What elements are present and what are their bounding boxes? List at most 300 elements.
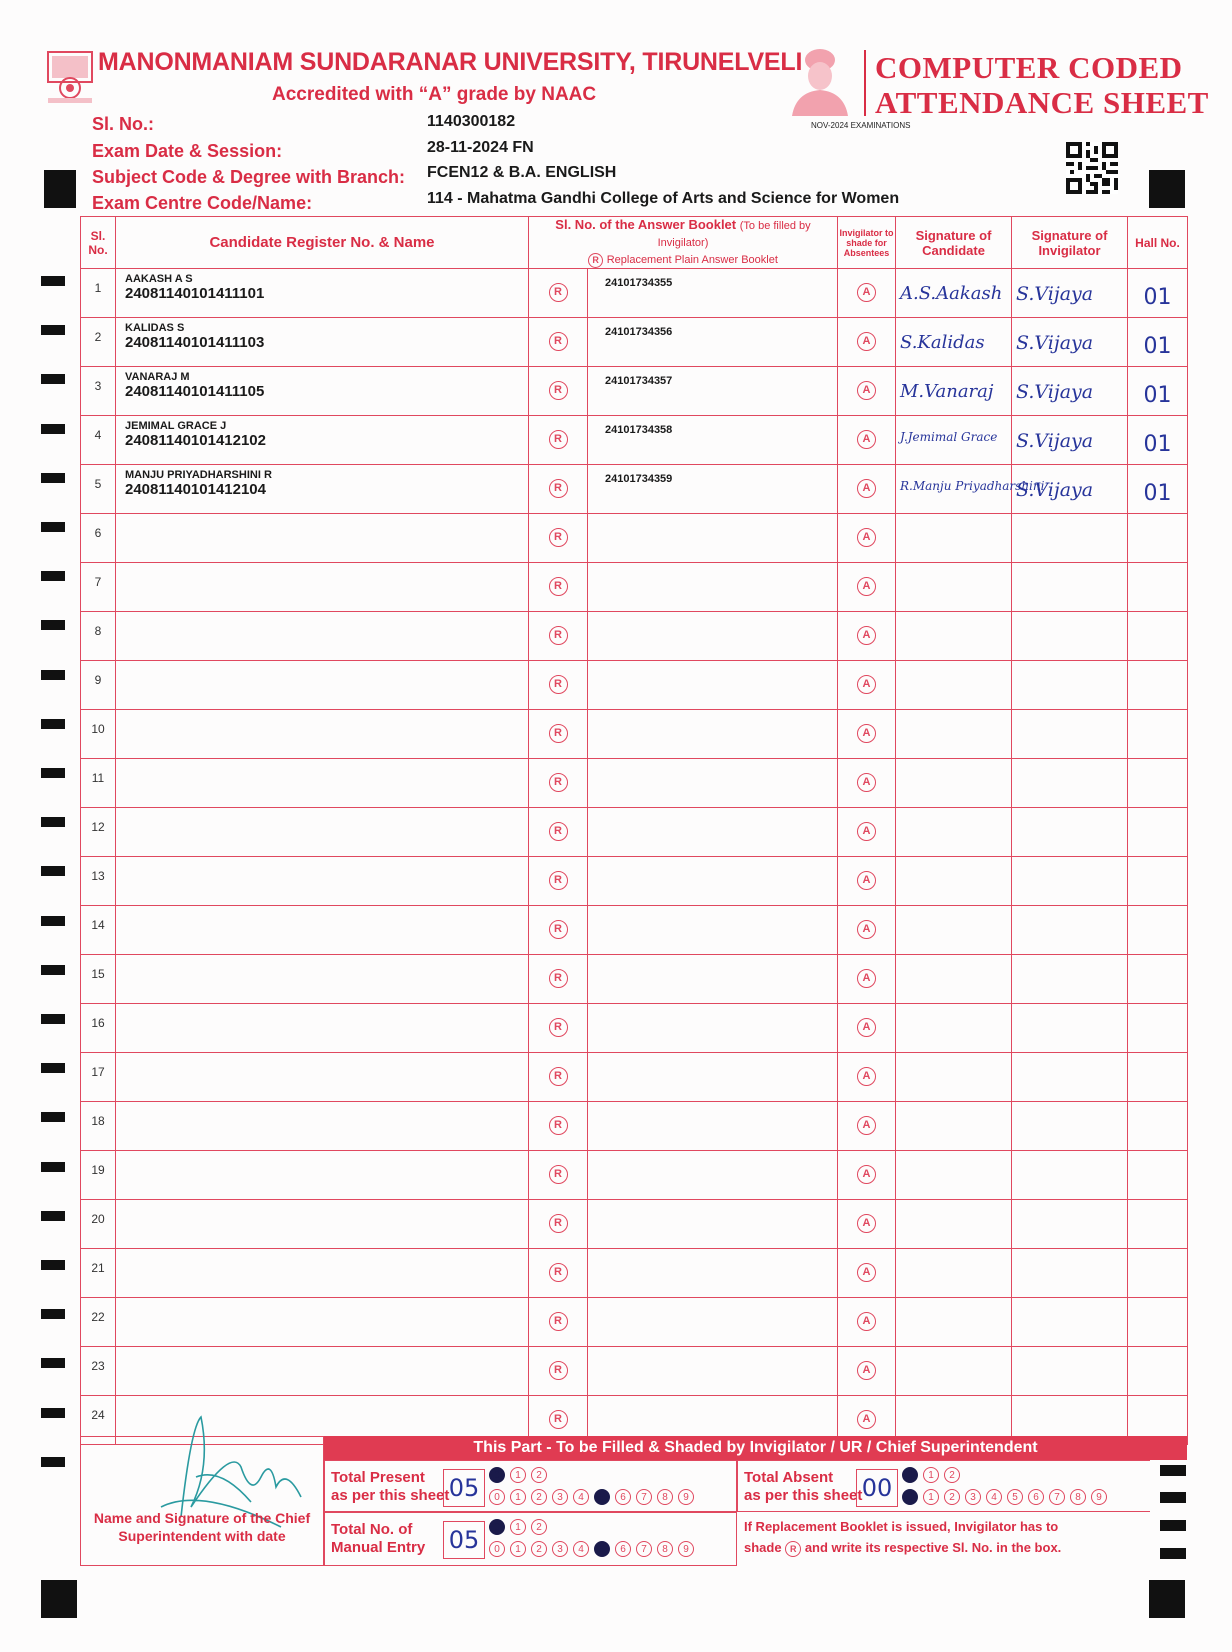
- row-invigilator-signature[interactable]: [1012, 1053, 1128, 1102]
- row-absent-bubble[interactable]: [838, 1053, 896, 1102]
- digit-bubble[interactable]: 1: [510, 1541, 526, 1557]
- digit-bubble[interactable]: 2: [944, 1489, 960, 1505]
- row-absent-bubble[interactable]: [838, 367, 896, 416]
- absent-bubble-icon[interactable]: A: [857, 577, 876, 596]
- row-candidate-signature[interactable]: [896, 1053, 1012, 1102]
- row-invigilator-signature[interactable]: [1012, 416, 1128, 465]
- row-candidate-signature[interactable]: [896, 808, 1012, 857]
- row-absent-bubble[interactable]: [838, 563, 896, 612]
- table-row: [81, 1249, 1188, 1298]
- absent-bubble-icon[interactable]: A: [857, 1116, 876, 1135]
- row-sl-no-text: 16: [91, 1016, 105, 1030]
- row-booklet-no[interactable]: [588, 759, 838, 808]
- replacement-bubble-icon[interactable]: R: [549, 871, 568, 890]
- total-absent-value: 00: [856, 1469, 898, 1507]
- attendance-table: [80, 216, 1188, 1445]
- row-absent-bubble[interactable]: [838, 710, 896, 759]
- row-booklet-no[interactable]: [588, 857, 838, 906]
- sheet-title-line-2: ATTENDANCE SHEET: [875, 85, 1209, 120]
- timing-mark: [41, 719, 65, 729]
- absent-bubble-icon[interactable]: A: [857, 283, 876, 302]
- row-absent-bubble[interactable]: [838, 269, 896, 318]
- replacement-bubble-icon[interactable]: R: [549, 1067, 568, 1086]
- row-hall-no[interactable]: [1128, 661, 1188, 710]
- row-hall-no[interactable]: [1128, 710, 1188, 759]
- row-absent-bubble[interactable]: [838, 1298, 896, 1347]
- row-booklet-no[interactable]: [588, 465, 838, 514]
- digit-bubble[interactable]: 5: [594, 1541, 610, 1557]
- row-replacement-bubble[interactable]: [529, 318, 588, 367]
- replacement-bubble-icon[interactable]: R: [549, 675, 568, 694]
- subject-value: FCEN12 & B.A. ENGLISH: [427, 164, 617, 181]
- row-sl-no: [81, 1200, 116, 1249]
- row-candidate-signature[interactable]: [896, 1151, 1012, 1200]
- total-absent-units-bubbles: [902, 1487, 1112, 1505]
- absent-bubble-icon[interactable]: A: [857, 1361, 876, 1380]
- row-booklet-no[interactable]: [588, 612, 838, 661]
- table-row: [81, 857, 1188, 906]
- digit-bubble[interactable]: 6: [615, 1541, 631, 1557]
- digit-bubble[interactable]: 5: [1007, 1489, 1023, 1505]
- digit-bubble[interactable]: 3: [552, 1541, 568, 1557]
- row-hall-no[interactable]: [1128, 857, 1188, 906]
- row-booklet-no[interactable]: [588, 318, 838, 367]
- exam-date-label: Exam Date & Session:: [92, 141, 283, 161]
- row-replacement-bubble[interactable]: [529, 1102, 588, 1151]
- digit-bubble[interactable]: 8: [657, 1489, 673, 1505]
- centre-label: Exam Centre Code/Name:: [92, 193, 313, 213]
- replacement-bubble-icon[interactable]: R: [549, 1263, 568, 1282]
- row-candidate-signature[interactable]: [896, 514, 1012, 563]
- row-invigilator-signature[interactable]: [1012, 1004, 1128, 1053]
- row-absent-bubble[interactable]: [838, 759, 896, 808]
- row-invigilator-signature[interactable]: [1012, 906, 1128, 955]
- digit-bubble[interactable]: 7: [1049, 1489, 1065, 1505]
- total-absent-label: [744, 1469, 862, 1505]
- row-replacement-bubble[interactable]: [529, 857, 588, 906]
- row-invigilator-signature[interactable]: [1012, 857, 1128, 906]
- row-booklet-no[interactable]: [588, 1298, 838, 1347]
- row-invigilator-signature[interactable]: [1012, 367, 1128, 416]
- digit-bubble[interactable]: 1: [510, 1519, 526, 1535]
- replacement-bubble-icon[interactable]: R: [549, 1410, 568, 1429]
- row-booklet-no[interactable]: [588, 514, 838, 563]
- row-booklet-no[interactable]: [588, 1249, 838, 1298]
- digit-bubble[interactable]: 2: [531, 1519, 547, 1535]
- row-absent-bubble[interactable]: [838, 514, 896, 563]
- digit-bubble[interactable]: 2: [531, 1489, 547, 1505]
- digit-bubble[interactable]: 4: [573, 1489, 589, 1505]
- row-candidate-signature[interactable]: [896, 906, 1012, 955]
- row-absent-bubble[interactable]: [838, 1102, 896, 1151]
- row-invigilator-signature[interactable]: [1012, 1102, 1128, 1151]
- row-invigilator-signature[interactable]: [1012, 661, 1128, 710]
- candidate-name: KALIDAS S: [125, 322, 185, 334]
- replacement-bubble-icon[interactable]: R: [549, 283, 568, 302]
- row-hall-no[interactable]: [1128, 1102, 1188, 1151]
- table-row: [81, 416, 1188, 465]
- row-candidate-signature[interactable]: [896, 465, 1045, 514]
- digit-bubble[interactable]: 3: [965, 1489, 981, 1505]
- row-booklet-no[interactable]: [588, 710, 838, 759]
- row-invigilator-signature[interactable]: [1012, 1151, 1128, 1200]
- digit-bubble[interactable]: 8: [1070, 1489, 1086, 1505]
- row-invigilator-signature[interactable]: [1012, 269, 1128, 318]
- absent-bubble-icon[interactable]: A: [857, 724, 876, 743]
- row-sl-no-text: 21: [91, 1261, 105, 1275]
- absent-bubble-icon[interactable]: A: [857, 871, 876, 890]
- row-hall-no[interactable]: [1128, 1053, 1188, 1102]
- digit-bubble[interactable]: 1: [510, 1489, 526, 1505]
- replacement-bubble-icon[interactable]: R: [549, 822, 568, 841]
- replacement-bubble-icon[interactable]: R: [549, 332, 568, 351]
- replacement-bubble-icon[interactable]: R: [549, 479, 568, 498]
- timing-mark: [41, 1014, 65, 1024]
- timing-mark: [41, 571, 65, 581]
- row-candidate-signature[interactable]: [896, 955, 1012, 1004]
- row-absent-bubble[interactable]: [838, 416, 896, 465]
- digit-bubble[interactable]: 6: [1028, 1489, 1044, 1505]
- absent-bubble-icon[interactable]: A: [857, 822, 876, 841]
- digit-bubble[interactable]: 2: [531, 1467, 547, 1483]
- row-hall-no[interactable]: [1128, 1347, 1188, 1396]
- row-invigilator-signature[interactable]: [1012, 1200, 1128, 1249]
- row-absent-bubble[interactable]: [838, 857, 896, 906]
- table-row: [81, 612, 1188, 661]
- replacement-bubble-icon[interactable]: R: [549, 430, 568, 449]
- row-candidate: [116, 1053, 529, 1102]
- row-sl-no: [81, 1053, 116, 1102]
- row-sl-no-text: 14: [91, 918, 105, 932]
- row-candidate-signature[interactable]: [896, 1347, 1012, 1396]
- row-replacement-bubble[interactable]: [529, 661, 588, 710]
- replacement-bubble-icon[interactable]: R: [549, 1165, 568, 1184]
- row-absent-bubble[interactable]: [838, 955, 896, 1004]
- digit-bubble[interactable]: 5: [594, 1489, 610, 1505]
- row-hall-no[interactable]: [1128, 1298, 1188, 1347]
- row-sl-no: [81, 1004, 116, 1053]
- row-candidate-signature[interactable]: [896, 1249, 1012, 1298]
- digit-bubble[interactable]: 4: [573, 1541, 589, 1557]
- row-hall-no[interactable]: [1128, 759, 1188, 808]
- table-row: [81, 318, 1188, 367]
- replacement-note-shade: shade: [744, 1540, 782, 1555]
- absent-bubble-icon[interactable]: A: [857, 920, 876, 939]
- header-booklet-title: Sl. No. of the Answer Booklet: [555, 217, 737, 232]
- table-row: [81, 1102, 1188, 1151]
- absent-bubble-icon[interactable]: A: [857, 675, 876, 694]
- replacement-bubble-icon[interactable]: R: [549, 577, 568, 596]
- row-replacement-bubble[interactable]: [529, 1151, 588, 1200]
- row-invigilator-signature[interactable]: [1012, 1347, 1128, 1396]
- absent-bubble-icon[interactable]: A: [857, 969, 876, 988]
- row-sl-no-text: 18: [91, 1114, 105, 1128]
- row-absent-bubble[interactable]: [838, 661, 896, 710]
- row-candidate-signature[interactable]: [896, 318, 1012, 367]
- row-invigilator-signature[interactable]: [1012, 1298, 1128, 1347]
- examinations-label: NOV-2024 EXAMINATIONS: [811, 121, 911, 130]
- digit-bubble[interactable]: 7: [636, 1489, 652, 1505]
- row-booklet-no[interactable]: [588, 416, 838, 465]
- row-replacement-bubble[interactable]: [529, 710, 588, 759]
- row-invigilator-signature[interactable]: [1012, 612, 1128, 661]
- digit-bubble[interactable]: 1: [923, 1467, 939, 1483]
- row-candidate-signature[interactable]: [896, 857, 1012, 906]
- row-booklet-no[interactable]: [588, 269, 838, 318]
- row-replacement-bubble[interactable]: [529, 1298, 588, 1347]
- replacement-symbol-icon: R: [785, 1541, 801, 1557]
- booklet-no-text: 24101734356: [605, 326, 673, 338]
- manual-entry-units-bubbles: [489, 1539, 699, 1557]
- digit-bubble[interactable]: 0: [489, 1489, 505, 1505]
- digit-bubble[interactable]: 3: [552, 1489, 568, 1505]
- row-invigilator-signature[interactable]: [1012, 759, 1128, 808]
- row-invigilator-signature[interactable]: [1012, 955, 1128, 1004]
- absent-bubble-icon[interactable]: A: [857, 1018, 876, 1037]
- digit-bubble[interactable]: 2: [944, 1467, 960, 1483]
- candidate-name: VANARAJ M: [125, 371, 190, 383]
- row-absent-bubble[interactable]: [838, 318, 896, 367]
- row-booklet-no[interactable]: [588, 955, 838, 1004]
- row-candidate: [116, 955, 529, 1004]
- invigilator-signature: S.Vijaya: [1016, 479, 1094, 501]
- digit-bubble[interactable]: 7: [636, 1541, 652, 1557]
- row-absent-bubble[interactable]: [838, 1249, 896, 1298]
- row-hall-no[interactable]: [1128, 416, 1188, 465]
- row-replacement-bubble[interactable]: [529, 955, 588, 1004]
- row-candidate: [116, 710, 529, 759]
- row-sl-no: [81, 612, 116, 661]
- timing-mark: [41, 916, 65, 926]
- invigilator-signature: S.Vijaya: [1016, 381, 1094, 403]
- row-candidate-signature[interactable]: [896, 661, 1012, 710]
- row-absent-bubble[interactable]: [838, 1004, 896, 1053]
- manual-entry-value: 05: [443, 1521, 485, 1559]
- row-replacement-bubble[interactable]: [529, 514, 588, 563]
- manual-entry-label-line2: Manual Entry: [331, 1539, 426, 1556]
- digit-bubble[interactable]: 1: [923, 1489, 939, 1505]
- timing-mark-bottom-left: [41, 1580, 77, 1618]
- row-replacement-bubble[interactable]: [529, 612, 588, 661]
- row-booklet-no[interactable]: [588, 1102, 838, 1151]
- row-invigilator-signature[interactable]: [1012, 808, 1128, 857]
- row-sl-no: [81, 955, 116, 1004]
- row-candidate-signature[interactable]: [896, 416, 1012, 465]
- absent-bubble-icon[interactable]: A: [857, 479, 876, 498]
- row-candidate-signature[interactable]: [896, 759, 1012, 808]
- row-candidate-signature[interactable]: [896, 1298, 1012, 1347]
- digit-bubble[interactable]: 4: [986, 1489, 1002, 1505]
- row-candidate-signature[interactable]: [896, 710, 1012, 759]
- row-sl-no: [81, 318, 116, 367]
- row-sl-no: [81, 1298, 116, 1347]
- row-invigilator-signature[interactable]: [1012, 1249, 1128, 1298]
- row-booklet-no[interactable]: [588, 1200, 838, 1249]
- timing-mark-top-right: [1149, 170, 1185, 208]
- row-absent-bubble[interactable]: [838, 1347, 896, 1396]
- replacement-bubble-icon[interactable]: R: [549, 626, 568, 645]
- replacement-bubble-icon[interactable]: R: [549, 724, 568, 743]
- row-sl-no-text: 11: [91, 771, 105, 785]
- absent-bubble-icon[interactable]: A: [857, 1263, 876, 1282]
- replacement-bubble-icon[interactable]: R: [549, 1018, 568, 1037]
- total-present-cell: [324, 1460, 737, 1512]
- digit-bubble[interactable]: 8: [657, 1541, 673, 1557]
- row-replacement-bubble[interactable]: [529, 465, 588, 514]
- booklet-no-text: 24101734359: [605, 473, 673, 485]
- absent-bubble-icon[interactable]: A: [857, 626, 876, 645]
- replacement-bubble-icon[interactable]: R: [549, 1214, 568, 1233]
- row-invigilator-signature[interactable]: [1012, 563, 1128, 612]
- replacement-bubble-icon[interactable]: R: [549, 773, 568, 792]
- row-hall-no[interactable]: [1128, 808, 1188, 857]
- row-hall-no[interactable]: [1128, 318, 1188, 367]
- row-booklet-no[interactable]: [588, 563, 838, 612]
- row-booklet-no[interactable]: [588, 1004, 838, 1053]
- absent-bubble-icon[interactable]: A: [857, 1410, 876, 1429]
- row-booklet-no[interactable]: [588, 906, 838, 955]
- row-sl-no-text: 23: [91, 1359, 105, 1373]
- digit-bubble[interactable]: 9: [678, 1489, 694, 1505]
- row-sl-no-text: 22: [91, 1310, 105, 1324]
- row-sl-no-text: 15: [91, 967, 105, 981]
- row-booklet-no[interactable]: [588, 1053, 838, 1102]
- row-sl-no-text: 7: [94, 575, 102, 589]
- timing-mark: [41, 768, 65, 778]
- row-replacement-bubble[interactable]: [529, 1347, 588, 1396]
- row-replacement-bubble[interactable]: [529, 563, 588, 612]
- digit-bubble[interactable]: 9: [1091, 1489, 1107, 1505]
- replacement-bubble-icon[interactable]: R: [549, 381, 568, 400]
- row-replacement-bubble[interactable]: [529, 759, 588, 808]
- digit-bubble[interactable]: 0: [902, 1467, 918, 1483]
- row-candidate: [116, 465, 529, 514]
- row-invigilator-signature[interactable]: [1012, 514, 1128, 563]
- row-hall-no[interactable]: [1128, 1249, 1188, 1298]
- row-hall-no[interactable]: [1128, 465, 1188, 514]
- row-replacement-bubble[interactable]: [529, 808, 588, 857]
- absent-bubble-icon[interactable]: A: [857, 1067, 876, 1086]
- total-absent-label-line1: Total Absent: [744, 1469, 834, 1486]
- row-booklet-no[interactable]: [588, 1151, 838, 1200]
- row-absent-bubble[interactable]: [838, 1200, 896, 1249]
- digit-bubble[interactable]: 0: [489, 1541, 505, 1557]
- row-sl-no: [81, 1249, 116, 1298]
- row-replacement-bubble[interactable]: [529, 367, 588, 416]
- row-hall-no[interactable]: [1128, 612, 1188, 661]
- invigilator-signature: S.Vijaya: [1016, 283, 1094, 305]
- total-absent-tens-bubbles: [902, 1465, 965, 1483]
- row-booklet-no[interactable]: [588, 1347, 838, 1396]
- replacement-bubble-icon[interactable]: R: [549, 1312, 568, 1331]
- row-absent-bubble[interactable]: [838, 906, 896, 955]
- row-hall-no[interactable]: [1128, 1151, 1188, 1200]
- candidate-signature: S.Kalidas: [900, 332, 985, 353]
- row-candidate-signature[interactable]: [896, 1200, 1012, 1249]
- table-row: [81, 269, 1188, 318]
- digit-bubble[interactable]: 1: [510, 1467, 526, 1483]
- replacement-bubble-icon[interactable]: R: [549, 920, 568, 939]
- row-hall-no[interactable]: [1128, 514, 1188, 563]
- digit-bubble[interactable]: 2: [531, 1541, 547, 1557]
- row-candidate-signature[interactable]: [896, 1004, 1012, 1053]
- absent-bubble-icon[interactable]: A: [857, 528, 876, 547]
- row-hall-no[interactable]: [1128, 955, 1188, 1004]
- replacement-bubble-icon[interactable]: R: [549, 528, 568, 547]
- digit-bubble[interactable]: 6: [615, 1489, 631, 1505]
- candidate-register-no: 24081140101411103: [125, 334, 265, 351]
- row-invigilator-signature[interactable]: [1012, 465, 1128, 514]
- row-invigilator-signature[interactable]: [1012, 710, 1128, 759]
- digit-bubble[interactable]: 0: [489, 1467, 505, 1483]
- row-replacement-bubble[interactable]: [529, 1053, 588, 1102]
- row-replacement-bubble[interactable]: [529, 416, 588, 465]
- row-candidate: [116, 563, 529, 612]
- absent-bubble-icon[interactable]: A: [857, 773, 876, 792]
- row-booklet-no[interactable]: [588, 808, 838, 857]
- row-sl-no: [81, 416, 116, 465]
- absent-bubble-icon[interactable]: A: [857, 1214, 876, 1233]
- row-hall-no[interactable]: [1128, 1200, 1188, 1249]
- row-candidate-signature[interactable]: [896, 563, 1012, 612]
- row-replacement-bubble[interactable]: [529, 1004, 588, 1053]
- row-invigilator-signature[interactable]: [1012, 318, 1128, 367]
- replacement-bubble-icon[interactable]: R: [549, 1116, 568, 1135]
- row-hall-no[interactable]: [1128, 563, 1188, 612]
- row-hall-no[interactable]: [1128, 269, 1188, 318]
- row-candidate-signature[interactable]: [896, 1102, 1012, 1151]
- absent-bubble-icon[interactable]: A: [857, 1312, 876, 1331]
- row-absent-bubble[interactable]: [838, 1151, 896, 1200]
- table-row: [81, 1151, 1188, 1200]
- digit-bubble[interactable]: 0: [902, 1489, 918, 1505]
- row-candidate-signature[interactable]: [896, 612, 1012, 661]
- absent-bubble-icon[interactable]: A: [857, 1165, 876, 1184]
- absent-bubble-icon[interactable]: A: [857, 332, 876, 351]
- timing-mark: [41, 1457, 65, 1467]
- row-sl-no: [81, 710, 116, 759]
- row-absent-bubble[interactable]: [838, 612, 896, 661]
- row-sl-no-text: 12: [91, 820, 105, 834]
- row-hall-no[interactable]: [1128, 1004, 1188, 1053]
- row-replacement-bubble[interactable]: [529, 1200, 588, 1249]
- replacement-bubble-icon[interactable]: R: [549, 969, 568, 988]
- replacement-bubble-icon[interactable]: R: [549, 1361, 568, 1380]
- total-absent-label-line2: as per this sheet: [744, 1487, 863, 1504]
- absent-bubble-icon[interactable]: A: [857, 381, 876, 400]
- row-booklet-no[interactable]: [588, 661, 838, 710]
- candidate-name: JEMIMAL GRACE J: [125, 420, 227, 432]
- row-replacement-bubble[interactable]: [529, 269, 588, 318]
- timing-mark: [41, 325, 65, 335]
- row-replacement-bubble[interactable]: [529, 906, 588, 955]
- row-hall-no[interactable]: [1128, 367, 1188, 416]
- row-sl-no: [81, 1102, 116, 1151]
- row-booklet-no[interactable]: [588, 367, 838, 416]
- manual-entry-cell: [324, 1512, 737, 1566]
- digit-bubble[interactable]: 0: [489, 1519, 505, 1535]
- manual-entry-label: [331, 1521, 425, 1557]
- absent-bubble-icon[interactable]: A: [857, 430, 876, 449]
- digit-bubble[interactable]: 9: [678, 1541, 694, 1557]
- row-candidate: [116, 1347, 529, 1396]
- row-candidate-signature[interactable]: [896, 269, 1012, 318]
- row-absent-bubble[interactable]: [838, 808, 896, 857]
- row-candidate-signature[interactable]: [896, 367, 1012, 416]
- row-absent-bubble[interactable]: [838, 465, 896, 514]
- row-replacement-bubble[interactable]: [529, 1249, 588, 1298]
- row-hall-no[interactable]: [1128, 906, 1188, 955]
